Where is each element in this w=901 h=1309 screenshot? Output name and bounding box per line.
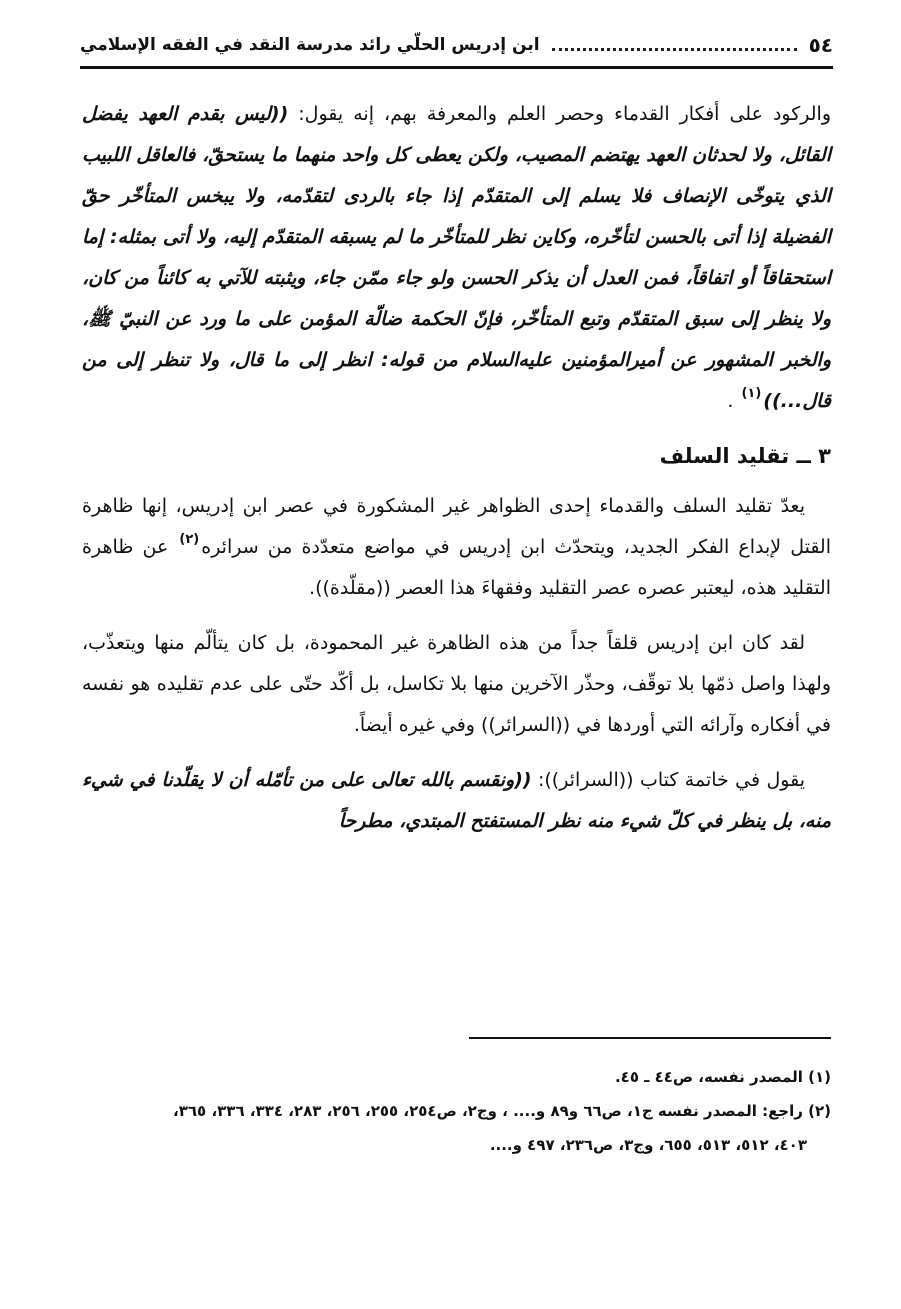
paragraph-1 bbox=[82, 94, 831, 422]
page-number: ٥٤ bbox=[808, 33, 833, 57]
footnote-ref-1[interactable]: (١) bbox=[741, 386, 762, 401]
running-title: ابن إدريس الحلّي رائد مدرسة النقد في الفقه الإسلامي bbox=[80, 35, 540, 55]
paragraph-4-lead: يقول في خاتمة كتاب ((السرائر)): bbox=[531, 769, 805, 791]
footnote-separator bbox=[469, 1037, 831, 1039]
paragraph-1-lead: والركود على أفكار القدماء وحصر العلم والمعرفة بهم، إنه يقول: bbox=[288, 103, 831, 125]
paragraph-2 bbox=[82, 486, 831, 609]
paragraph-3: لقد كان ابن إدريس قلقاً جداً من هذه الظاهرة غير المحمودة، بل كان يتألّم منها ويتعذّب، ولهذا واصل ذمّها بلا توقّف، وحذّر الآخرين منها بلا تكاسل، بل أكّد حتّى على عدم تقليده هو نفسه في أفكاره وآرائه التي أوردها في ((السرائر)) وفي غيره أيضاً. bbox=[82, 632, 831, 736]
footnote-ref-2[interactable]: (٢) bbox=[179, 532, 200, 547]
paragraph-2-text-a: يعدّ تقليد السلف والقدماء إحدى الظواهر غير المشكورة في عصر ابن إدريس، إنها ظاهرة القتل لإبداع الفكر الجديد، ويتحدّث ابن إدريس في مواضع متعدّدة من سرائره bbox=[82, 495, 831, 558]
paragraph-1-tail: . bbox=[727, 390, 740, 412]
quotation-2: ((ونقسم بالله تعالى على من تأمّله أن لا يقلّدنا في شيء منه، بل ينظر في كلّ شيء منه نظر المستفتح المبتدي، مطرحاً bbox=[82, 769, 831, 832]
quotation-1: ((ليس بقدم العهد يفضل القائل، ولا لحدثان العهد يهتضم المصيب، ولكن يعطى كل واحد منهما ما يستحقّ، فالعاقل اللبيب الذي يتوخّى الإنصاف فلا يسلم إلى المتقدّم إذا جاء بالردى لتقدّمه، ولا يبخس المتأخّر حقّ الفضيلة إذا أتى بالحسن لتأخّره، وكاين نظر للمتأخّر ما لم يسبقه المتقدّم إليه، ولا أتى بمثله: إما استحقاقاً أو اتفاقاً، فمن العدل أن يذكر الحسن ولو جاء ممّن جاء، ويثبته للآتي به كائناً من كان، ولا ينظر إلى سبق المتقدّم وتبع المتأخّر، فإنّ الحكمة ضالّة المؤمن على ما ورد عن النبيّ ﷺ، والخبر المشهور عن أميرالمؤمنين عليه‌السلام من قوله: انظر إلى ما قال، ولا تنظر إلى من قال...)) bbox=[82, 103, 831, 412]
footnotes bbox=[78, 1060, 831, 1162]
footnote-1: (١) المصدر نفسه، ص٤٤ ـ ٤٥. bbox=[614, 1068, 831, 1086]
header-rule bbox=[80, 66, 833, 69]
paragraph-2-text-b: عن ظاهرة التقليد هذه، ليعتبر عصره عصر التقليد وفقهاءَ هذا العصر ((مقلّدة)). bbox=[82, 536, 831, 599]
header-dotted-leader bbox=[552, 48, 797, 51]
paragraph-4 bbox=[82, 760, 831, 842]
section-heading: ٣ ــ تقليد السلف bbox=[659, 444, 831, 468]
footnote-2: (٢) راجع: المصدر نفسه ج١، ص٦٦ و٨٩ و.... ، وج٢، ص٢٥٤، ٢٥٥، ٢٥٦، ٢٨٣، ٣٣٤، ٣٣٦، ٣٦٥، bbox=[173, 1102, 831, 1120]
main-text bbox=[82, 94, 831, 856]
footnote-2-continuation: ٤٠٣، ٥١٢، ٥١٣، ٦٥٥، وج٣، ص٢٣٦، ٤٩٧ و.... bbox=[489, 1136, 807, 1154]
running-header bbox=[80, 28, 833, 62]
